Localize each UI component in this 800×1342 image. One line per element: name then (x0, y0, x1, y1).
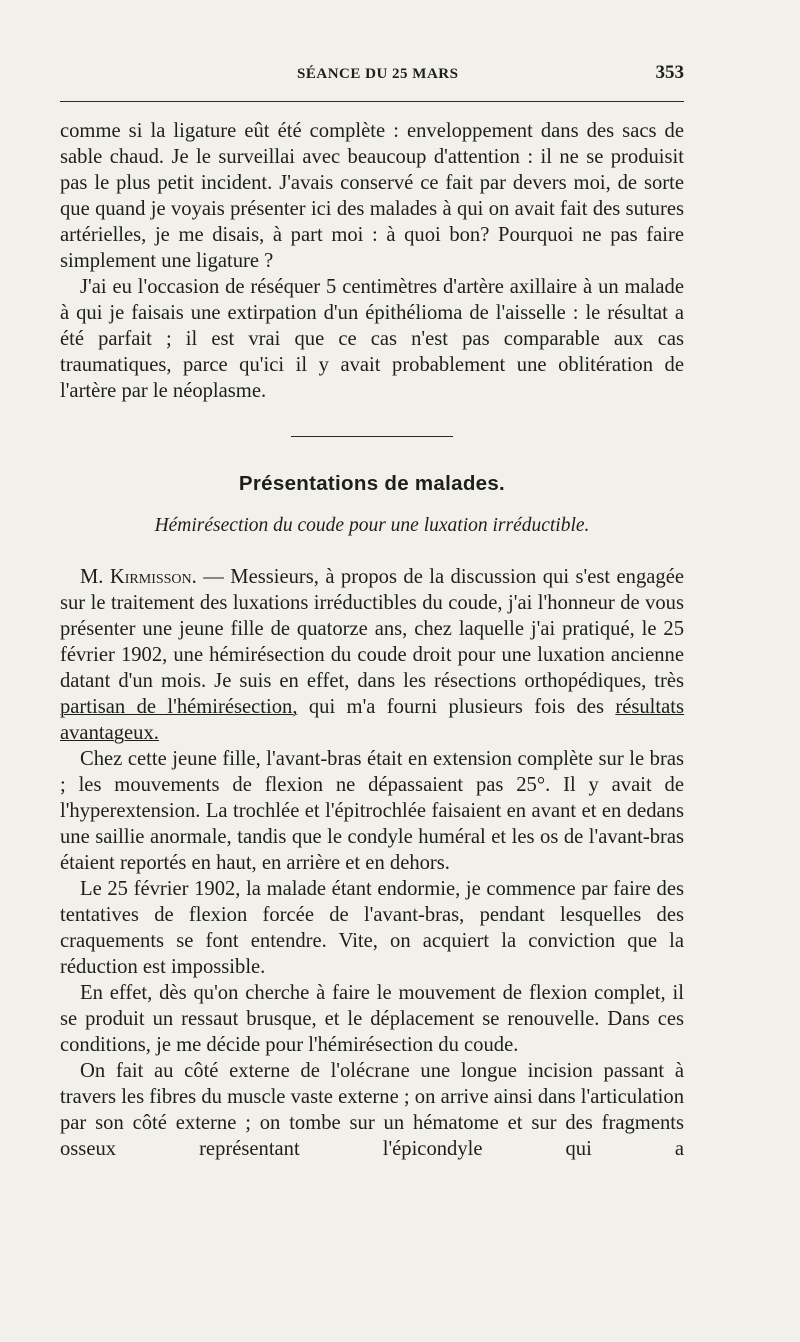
section-separator (291, 436, 453, 437)
section-title: Présentations de malades. (238, 472, 506, 495)
paragraph-axillaire: J'ai eu l'occasion de réséquer 5 centimètres d'artère axillaire à un malade à qui je faisais une extirpation d'un épithélioma de l'aisselle : le résultat a été parfait ; il est vrai que ce cas n'est pas comparable aux cas traumatiques, parce qu'ici il y avait probablement une oblitération de l'artère par le néoplasme. (60, 276, 684, 402)
paragraph-operation: Le 25 février 1902, la malade étant endormie, je commence par faire des tentatives de flexion forcée de l'avant-bras, pendant lesquelles des craquements se font entendre. Vite, on acquiert la conviction que la réduction est impossible. (60, 878, 684, 978)
header-rule (60, 101, 684, 102)
page-number: 353 (655, 62, 684, 83)
underlined-phrase-1: partisan de l'hémirésection, (60, 696, 298, 718)
running-title: SÉANCE DU 25 MARS (297, 66, 459, 82)
page-header (60, 62, 684, 84)
speaker-name: M. Kirmisson. (80, 566, 197, 588)
section-subtitle: Hémirésection du coude pour une luxation irréductible. (154, 515, 590, 536)
body-text (60, 118, 684, 1162)
paragraph-decision: En effet, dès qu'on cherche à faire le mouvement de flexion complet, il se produit un ressaut brusque, et le déplacement se renouvelle. Dans ces conditions, je me décide pour l'hémirésection du coude. (60, 982, 684, 1056)
paragraph-description: Chez cette jeune fille, l'avant-bras était en extension complète sur le bras ; les mouvements de flexion ne dépassaient pas 25°. Il y avait de l'hyperextension. La trochlée et l'épitrochlée faisaient en avant et en dedans une saillie anormale, tandis que le condyle huméral et les os de l'avant-bras étaient reportés en haut, en arrière et en dehors. (60, 748, 684, 874)
kirmisson-text: — Messieurs, à propos de la discussion qui s'est engagée sur le traitement des luxations irréductibles du coude, j'ai l'honneur de vous présenter une jeune fille de quatorze ans, chez laquelle j'ai pratiqué, le 25 février 1902, une hémirésection du coude droit pour une luxation ancienne datant d'un mois. Je suis en effet, dans les résections orthopédiques, très (60, 566, 684, 692)
paragraph-kirmisson (60, 564, 684, 746)
underlined-phrase-2: résultats avantageux. (60, 696, 684, 744)
paragraph-continued: comme si la ligature eût été complète : enveloppement dans des sacs de sable chaud. Je le surveillai avec beaucoup d'attention : il ne se produisit pas le plus petit incident. J'avais conservé ce fait par devers moi, de sorte que quand je voyais présenter ici des malades à qui on avait fait des sutures artérielles, je me disais, à part moi : à quoi bon? Pourquoi ne pas faire simplement une ligature ? (60, 120, 684, 272)
paragraph-incision: On fait au côté externe de l'olécrane une longue incision passant à travers les fibres du muscle vaste externe ; on arrive ainsi dans l'articulation par son côté externe ; on tombe sur un hématome et sur des fragments osseux représentant l'épicondyle qui a (60, 1060, 684, 1160)
kirmisson-text-middle: qui m'a fourni plusieurs fois des (297, 696, 616, 718)
